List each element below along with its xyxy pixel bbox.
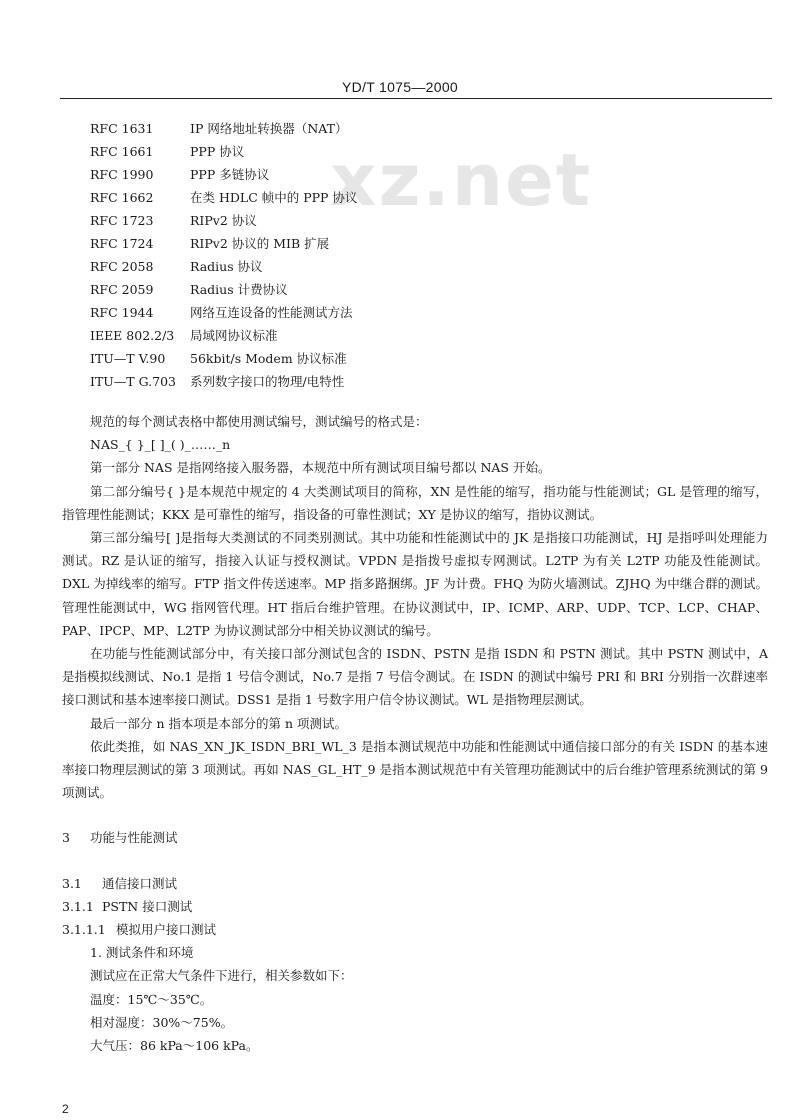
reference-row xyxy=(90,186,357,209)
standard-code: YD/T 1075—2000 xyxy=(341,79,458,95)
reference-title: 局域网协议标准 xyxy=(190,328,278,343)
reference-title: PPP 多链协议 xyxy=(190,167,270,182)
reference-row xyxy=(90,140,357,163)
reference-row xyxy=(90,232,357,255)
section-number: 3 xyxy=(62,830,70,846)
reference-code: RFC 2058 xyxy=(90,259,154,274)
reference-code: RFC 1631 xyxy=(90,121,154,136)
reference-row xyxy=(90,278,357,301)
intro-paragraph: 规范的每个测试表格中都使用测试编号，测试编号的格式是： xyxy=(90,414,428,429)
section-title: 通信接口测试 xyxy=(102,875,178,891)
reference-title: 56kbit/s Modem 协议标准 xyxy=(190,351,347,366)
spacer xyxy=(62,804,768,826)
reference-code: RFC 2059 xyxy=(90,282,154,297)
temperature-line: 温度：15℃～35℃。 xyxy=(90,991,213,1007)
reference-row xyxy=(90,347,357,370)
paragraph-last-part: 最后一部分 n 指本项是本部分的第 n 项测试。 xyxy=(90,715,347,731)
reference-code: RFC 1990 xyxy=(90,167,154,182)
reference-code: ITU—T G.703 xyxy=(90,374,176,389)
section-number: 3.1 xyxy=(62,875,82,891)
section-heading xyxy=(62,826,768,849)
reference-row xyxy=(90,163,357,186)
id-format: NAS_{ }_[ ]_( )_……_n xyxy=(90,437,231,453)
watermark: xz.net xyxy=(330,138,593,222)
paragraph-part3: 第三部分编号[ ]是指每大类测试的不同类别测试。其中功能和性能测试中的 JK 是指接口功能测试，HJ 是指呼叫处理能力测试。RZ 是认证的缩写，指接入认证与授权测试。VPDN 是指拨号虚拟专网测试。L2TP 为有关 L2TP 功能及性能测试。DXL 为掉线率的缩写。FTP 指文件传送速率。MP 指多路捆绑。JF 为计费。FHQ 为防火墙测试。ZJHQ 为中继合群的测试。管理性能测试中，WG 指网管代理。HT 指后台维护管理。在协议测试中，IP、ICMP、ARP、UDP、TCP、LCP、CHAP、PAP、IPCP、MP、L2TP 为协议测试部分中相关协议测试的编号。 xyxy=(62,530,768,638)
reference-code: RFC 1944 xyxy=(90,305,154,320)
section-number: 3.1.1.1 xyxy=(62,922,106,938)
reference-title: Radius 协议 xyxy=(190,259,263,274)
reference-row xyxy=(90,209,357,232)
paragraph-part2: 第二部分编号{ }是本规范中规定的 4 大类测试项目的简称，XN 是性能的缩写，指功能与性能测试；GL 是管理的缩写，指管理性能测试；KKX 是可靠性的缩写，指设备的可靠性测试；XY 是协议的缩写，指协议测试。 xyxy=(62,483,768,522)
reference-row xyxy=(90,324,357,347)
humidity-line: 相对湿度：30%～75%。 xyxy=(90,1014,234,1030)
reference-title: Radius 计费协议 xyxy=(190,282,288,297)
list-item-conditions: 1. 测试条件和环境 xyxy=(90,945,194,961)
conditions-line: 测试应在正常大气条件下进行，相关参数如下： xyxy=(90,968,353,984)
reference-row xyxy=(90,370,357,393)
reference-row xyxy=(90,301,357,324)
reference-code: IEEE 802.2/3 xyxy=(90,328,175,343)
reference-code: ITU—T V.90 xyxy=(90,351,166,366)
section-heading xyxy=(62,895,768,918)
section-title: 模拟用户接口测试 xyxy=(116,922,217,938)
section-title: PSTN 接口测试 xyxy=(102,898,193,914)
reference-list xyxy=(90,117,357,393)
header-rule xyxy=(60,98,772,99)
paragraph-example: 依此类推，如 NAS_XN_JK_ISDN_BRI_WL_3 是指本测试规范中功能和性能测试中通信接口部分的有关 ISDN 的基本速率接口物理层测试的第 3 项测试。再如 NAS_GL_HT_9 是指本测试规范中有关管理功能测试中的后台维护管理系统测试的第 9 项测试。 xyxy=(62,738,768,801)
section-number: 3.1.1 xyxy=(62,898,94,914)
paragraph-interfaces: 在功能与性能测试部分中，有关接口部分测试包含的 ISDN、PSTN 是指 ISDN 和 PSTN 测试。其中 PSTN 测试中，A 是指模拟线测试、No.1 是指 1 号信令测试，No.7 是指 7 号信令测试。在 ISDN 的测试中编号 PRI 和 BRI 分别指一次群速率接口测试和基本速率接口测试。DSS1 是指 1 号数字用户信令协议测试。WL 是指物理层测试。 xyxy=(62,646,768,708)
reference-title: 在类 HDLC 帧中的 PPP 协议 xyxy=(190,190,358,205)
reference-code: RFC 1661 xyxy=(90,144,154,159)
reference-code: RFC 1724 xyxy=(90,236,154,251)
reference-title: RIPv2 协议的 MIB 扩展 xyxy=(190,236,330,251)
reference-row xyxy=(90,255,357,278)
page-number: 2 xyxy=(62,1102,69,1116)
reference-title: PPP 协议 xyxy=(190,144,245,159)
reference-title: RIPv2 协议 xyxy=(190,213,257,228)
section-title: 功能与性能测试 xyxy=(90,830,178,846)
spacer xyxy=(62,850,768,872)
reference-title: 网络互连设备的性能测试方法 xyxy=(190,305,353,320)
reference-code: RFC 1662 xyxy=(90,190,154,205)
reference-title: IP 网络地址转换器（NAT） xyxy=(190,121,348,136)
section-heading xyxy=(62,872,768,895)
reference-code: RFC 1723 xyxy=(90,213,154,228)
reference-row xyxy=(90,117,357,140)
paragraph-part1: 第一部分 NAS 是指网络接入服务器，本规范中所有测试项目编号都以 NAS 开始。 xyxy=(90,460,551,476)
body-text xyxy=(62,410,768,1057)
reference-title: 系列数字接口的物理/电特性 xyxy=(190,374,345,389)
pressure-line: 大气压：86 kPa～106 kPa。 xyxy=(90,1038,259,1054)
section-heading xyxy=(62,918,768,941)
